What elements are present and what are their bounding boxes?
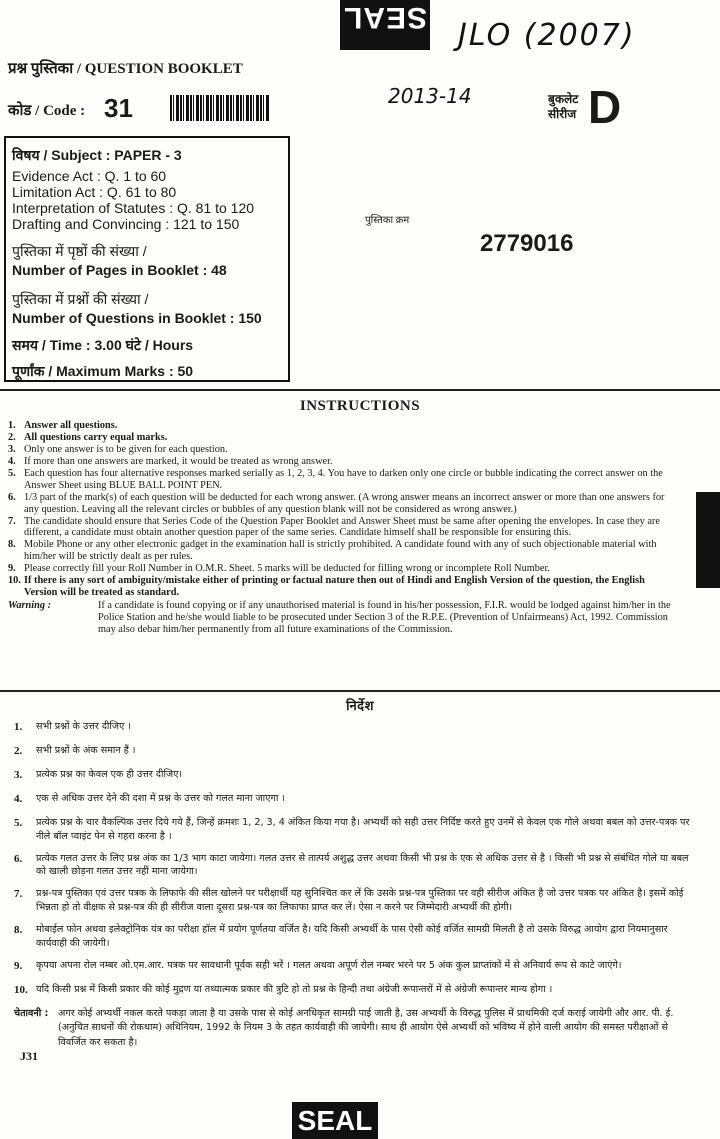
item-text: Answer all questions.: [24, 420, 118, 431]
item-number: 4.: [8, 455, 16, 467]
item-text: If there is any sort of ambiguity/mistake either of printing or factual nature then out of Hindi and English Version of the question, the English Version will be treated as standard.: [24, 575, 645, 599]
item-number: 2.: [14, 744, 23, 757]
list-item: [14, 923, 690, 951]
list-item: [8, 539, 680, 563]
item-number: 10.: [14, 983, 28, 996]
list-item: [8, 420, 680, 432]
instructions-list: [8, 420, 680, 636]
list-item: [8, 468, 680, 492]
time: समय / Time : 3.00 घंटे / Hours: [12, 337, 194, 353]
item-text: All questions carry equal marks.: [24, 431, 168, 443]
item-text: प्रत्येक प्रश्न के चार वैकल्पिक उत्तर दिये गये हैं, जिन्हें क्रमशः 1, 2, 3, 4 अंकित किया गया है। अभ्यर्थी को सही उत्तर निर्दिष्ट करते हुए उनमें से केवल एक गोले अथवा बबल को उत्तर-पत्रक पर नीले बॉल प्वाइंट पेन से गहरा करना है ।: [36, 816, 690, 842]
list-item: [8, 575, 680, 599]
item-text: कृपया अपना रोल नम्बर ओ.एम.आर. पत्रक पर सावधानी पूर्वक सही भरें । गलत अथवा अपूर्ण रोल नम्बर भरने पर 5 अंक कुल प्राप्तांकों में से अनिवार्य रूप से काटे जाएंगे।: [36, 960, 622, 971]
item-number: 1.: [14, 721, 23, 733]
list-item: [14, 768, 690, 784]
code-value: 31: [104, 93, 133, 123]
booklet-number-label: पुस्तिका क्रम: [365, 215, 410, 226]
section-interpretation: Interpretation of Statutes : Q. 81 to 120: [12, 200, 255, 216]
item-text: सभी प्रश्नों के अंक समान हैं ।: [36, 744, 136, 756]
warning-text: If a candidate is found copying or if any unauthorised material is found in his/her possession, F.I.R. would be lodged against him/her in the Police Station and he/she would liable to be prosecuted under Section 3 of the R.P.E. (Prevention of Unfairmeans) Act, 1992. Commission may also debar him/her permanently from all future examinations of the Commission.: [98, 600, 671, 635]
list-item: [14, 959, 690, 975]
list-item: [8, 444, 680, 456]
booklet-number: 2779016: [480, 230, 574, 257]
questions-count: Number of Questions in Booklet : 150: [12, 310, 262, 326]
item-number: 1.: [8, 420, 16, 431]
item-text: Only one answer is to be given for each question.: [24, 443, 228, 455]
list-item: [8, 563, 680, 575]
item-text: एक से अधिक उत्तर देने की दशा में प्रश्न के उत्तर को गलत माना जाएगा ।: [36, 792, 286, 804]
pages-label-hi: पुस्तिका में पृष्ठों की संख्या /: [12, 243, 147, 259]
item-text: यदि किसी प्रश्न में किसी प्रकार की कोई मुद्रण या तथ्यात्मक प्रकार की त्रुटि हो तो प्रश्न के हिन्दी तथा अंग्रेजी रूपान्तरों में से अंग्रेजी रूपान्तर मान्य होगा ।: [36, 983, 553, 995]
section-evidence: Evidence Act : Q. 1 to 60: [12, 168, 167, 184]
item-number: 9.: [8, 563, 16, 575]
list-item: [8, 432, 680, 444]
booklet-title: प्रश्न पुस्तिका / QUESTION BOOKLET: [8, 61, 243, 77]
barcode: [170, 95, 270, 121]
series-label: [548, 92, 578, 122]
list-item: [8, 492, 680, 516]
item-number: 5.: [8, 467, 16, 479]
warning-label: Warning :: [8, 600, 52, 612]
list-item: [14, 816, 690, 844]
list-item: [14, 720, 690, 736]
hindi-instructions-list: [14, 720, 690, 1050]
item-number: 9.: [14, 960, 23, 972]
seal-stamp-bottom: SEAL: [292, 1102, 378, 1139]
item-text: Each question has four alternative responses marked serially as 1, 2, 3, 4. You have to darken only one circle or bubble indicating the correct answer on the Answer Sheet using BLUE BALL POINT PEN.: [24, 467, 663, 491]
item-number: 2.: [8, 431, 16, 443]
questions-label-hi: पुस्तिका में प्रश्नों की संख्या /: [12, 291, 149, 307]
list-item: [14, 792, 690, 808]
seal-stamp-side: [696, 492, 720, 588]
max-marks: पूर्णांक / Maximum Marks : 50: [12, 363, 194, 379]
item-number: 10.: [8, 575, 21, 587]
series-value: D: [588, 81, 622, 133]
subject: विषय / Subject : PAPER - 3: [12, 147, 182, 163]
handwritten-year: 2013-14: [388, 84, 472, 108]
item-number: 5.: [14, 816, 23, 829]
code-label: कोड / Code :: [8, 103, 86, 119]
handwritten-exam-note: JLO (2007): [458, 18, 636, 53]
item-text: If more than one answers are marked, it would be treated as wrong answer.: [24, 455, 333, 467]
item-text: Mobile Phone or any other electronic gadget in the examination hall is strictly prohibited. A candidate found with any of such objectionable material with him/her will be strictly dealt as per rules.: [24, 539, 657, 563]
item-text: प्रश्न-पत्र पुस्तिका एवं उत्तर पत्रक के लिफाफे की सील खोलने पर परीक्षार्थी यह सुनिश्चित कर लें कि उसके प्रश्न-पत्र पुस्तिका पर वही सीरीज अंकित है जो उत्तर पत्रक पर अंकित है। इसमें कोई भिन्नता हो तो वीक्षक से प्रश्न-पत्र की ही सीरीज वाला दूसरा प्रश्न-पत्र का लिफाफा प्राप्त कर लें। ऐसा न करने पर जिम्मेदारी अभ्यर्थी की होगी।: [36, 888, 684, 914]
item-number: 6.: [8, 491, 16, 503]
item-text: Please correctly fill your Roll Number in O.M.R. Sheet. 5 marks will be deducted for filling wrong or incomplete Roll Number.: [24, 563, 550, 575]
divider-middle: [0, 690, 720, 692]
item-number: 6.: [14, 852, 23, 865]
seal-stamp-top: SEAL: [340, 0, 430, 50]
footer-code: J31: [20, 1049, 38, 1063]
item-text: मोबाईल फोन अथवा इलेक्ट्रोनिक यंत्र का परीक्षा हॉल में प्रयोग पूर्णतया वर्जित है। यदि किसी अभ्यर्थी के पास ऐसी कोई वर्जित सामग्री मिलती है तो उसके विरुद्ध आयोग द्वारा नियमानुसार कार्यवाही की जायेगी।: [36, 924, 668, 950]
item-number: 3.: [14, 768, 23, 781]
item-text: The candidate should ensure that Series Code of the Question Paper Booklet and Answer Sheet must be same after opening the envelopes. In case they are different, a candidate must obtain another question paper of the same series. Candidate himself shall be responsible for ensuring this.: [24, 515, 660, 539]
item-number: 7.: [14, 888, 23, 901]
hindi-warning-block: [14, 1007, 690, 1050]
warning-block: [8, 600, 680, 636]
item-text: प्रत्येक प्रश्न का केवल एक ही उत्तर दीजिए।: [36, 768, 183, 780]
item-text: प्रत्येक गलत उत्तर के लिए प्रश्न अंक का 1/3 भाग काटा जायेगा। गलत उत्तर से तात्पर्य अशुद्ध उत्तर अथवा किसी भी प्रश्न के एक से अधिक उत्तर से है । किसी भी प्रश्न से संबंधित गोले या बबल को खाली छोड़ना गलत उत्तर नहीं माना जायेगा।: [36, 852, 689, 878]
list-item: [14, 887, 690, 915]
pages-count: Number of Pages in Booklet : 48: [12, 262, 227, 278]
list-item: [8, 516, 680, 540]
item-number: 8.: [8, 539, 16, 551]
section-limitation: Limitation Act : Q. 61 to 80: [12, 184, 177, 200]
series-label-line2: सीरीज: [548, 107, 577, 121]
list-item: [14, 852, 690, 880]
series-label-line1: बुकलेट: [548, 92, 579, 106]
hindi-heading: निर्देश: [346, 699, 374, 714]
item-text: सभी प्रश्नों के उत्तर दीजिए ।: [36, 721, 131, 732]
instructions-heading: INSTRUCTIONS: [299, 398, 421, 414]
divider-top: [0, 389, 720, 391]
hindi-warning-text: अगर कोई अभ्यर्थी नकल करते पकड़ा जाता है या उसके पास से कोई अनधिकृत सामग्री पाई जाती है, उस अभ्यर्थी के विरुद्ध पुलिस में प्राथमिकी दर्ज कराई जायेगी और आर. पी. ई. (अनुचित साधनों की रोकथाम) अधिनियम, 1992 के नियम 3 के तहत कार्यवाही की जायेगी। साथ ही आयोग ऐसे अभ्यर्थी को भविष्य में होने वाली आयोग की समस्त परीक्षाओं से विवर्जित कर सकता है।: [58, 1007, 674, 1048]
paper-info-box: [4, 136, 290, 382]
item-number: 7.: [8, 515, 16, 527]
item-number: 4.: [14, 792, 23, 805]
list-item: [14, 744, 690, 760]
item-text: 1/3 part of the mark(s) of each question will be deducted for each wrong answer. (A wrong answer means an incorrect answer or more than one answers for any question. Leaving all the relevant circles or bubbles of any question blank will not be considered as wrong answer.): [24, 491, 665, 515]
list-item: [14, 983, 690, 999]
item-number: 8.: [14, 924, 23, 937]
section-drafting: Drafting and Convincing : 121 to 150: [12, 216, 240, 232]
list-item: [8, 456, 680, 468]
hindi-warning-label: चेतावनी :: [14, 1007, 49, 1019]
item-number: 3.: [8, 443, 16, 455]
